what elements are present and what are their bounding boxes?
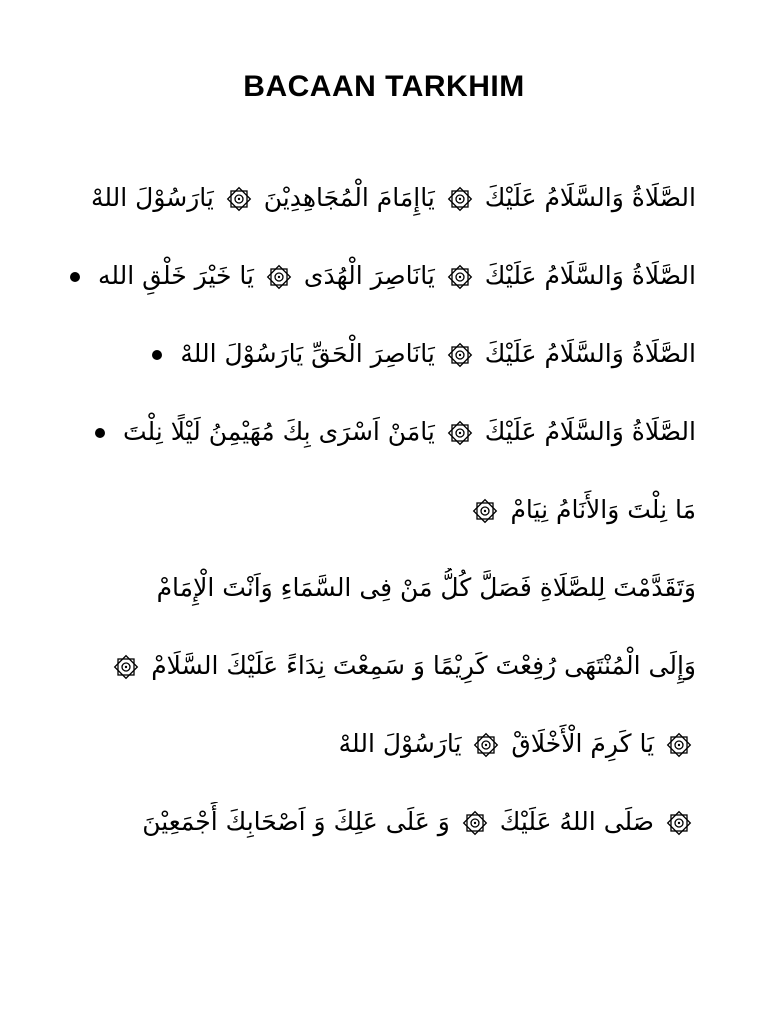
verse-text: الصَّلَاةُ وَالسَّلَامُ عَلَيْكَ bbox=[484, 417, 696, 446]
rub-el-hizb-icon bbox=[462, 810, 488, 836]
verse-text: يَارَسُوْلَ اللهْ bbox=[90, 183, 214, 212]
verse-line-5 bbox=[40, 490, 696, 530]
verse-line-7 bbox=[40, 646, 696, 686]
verse-text: وَ عَلَى عَلِكَ وَ اَصْحَابِكَ أَجْمَعِيْنَ bbox=[142, 807, 450, 836]
bullet-dot-icon bbox=[70, 272, 80, 282]
verse-text: يَاإِمَامَ الْمُجَاهِدِيْنَ bbox=[263, 183, 435, 212]
bullet-dot-icon bbox=[95, 428, 105, 438]
verse-text: يَا خَيْرَ خَلْقِ الله bbox=[97, 261, 254, 290]
verse-text: وَتَقَدَّمْتَ لِلصَّلَاةِ فَصَلَّ كُلُّ مَنْ فِى السَّمَاءِ وَاَنْتَ الْإِمَامْ bbox=[156, 573, 696, 602]
verse-line-2 bbox=[40, 256, 696, 296]
rub-el-hizb-icon bbox=[266, 264, 292, 290]
rub-el-hizb-icon bbox=[447, 342, 473, 368]
verse-text: يَارَسُوْلَ اللهْ bbox=[338, 729, 462, 758]
bullet-dot-icon bbox=[152, 350, 162, 360]
rub-el-hizb-icon bbox=[666, 732, 692, 758]
verse-line-1 bbox=[40, 178, 696, 218]
rub-el-hizb-icon bbox=[666, 810, 692, 836]
verse-text: يَا كَرِمَ الْأَخْلَاقْ bbox=[511, 729, 655, 758]
page-title: BACAAN TARKHIM bbox=[243, 70, 525, 103]
verse-text: الصَّلَاةُ وَالسَّلَامُ عَلَيْكَ bbox=[484, 183, 696, 212]
rub-el-hizb-icon bbox=[472, 498, 498, 524]
rub-el-hizb-icon bbox=[473, 732, 499, 758]
verse-text: وَإِلَى الْمُنْتَهَى رُفِعْتَ كَرِيْمًا وَ سَمِعْتَ نِدَاءً عَلَيْكَ السَّلَامْ bbox=[151, 651, 696, 680]
verse-text: مَا نِلْتَ وَالأَنَامُ نِيَامْ bbox=[510, 495, 696, 524]
verse-text: يَامَنْ اَسْرَى بِكَ مُهَيْمِنُ لَيْلًا نِلْتَ bbox=[122, 417, 435, 446]
rub-el-hizb-icon bbox=[447, 264, 473, 290]
verse-line-6 bbox=[40, 568, 696, 608]
rub-el-hizb-icon bbox=[447, 186, 473, 212]
rub-el-hizb-icon bbox=[113, 654, 139, 680]
verse-line-3 bbox=[40, 334, 696, 374]
verse-line-9 bbox=[40, 802, 696, 842]
rub-el-hizb-icon bbox=[226, 186, 252, 212]
verse-text: صَلَى اللهُ عَلَيْكَ bbox=[499, 807, 655, 836]
verse-line-4 bbox=[40, 412, 696, 452]
verse-text: الصَّلَاةُ وَالسَّلَامُ عَلَيْكَ bbox=[484, 339, 696, 368]
rub-el-hizb-icon bbox=[447, 420, 473, 446]
verse-line-8 bbox=[40, 724, 696, 764]
verse-text: يَانَاصِرَ الْهُدَى bbox=[303, 261, 435, 290]
verse-text: الصَّلَاةُ وَالسَّلَامُ عَلَيْكَ bbox=[484, 261, 696, 290]
verse-text: يَانَاصِرَ الْحَقِّ يَارَسُوْلَ اللهْ bbox=[180, 339, 435, 368]
